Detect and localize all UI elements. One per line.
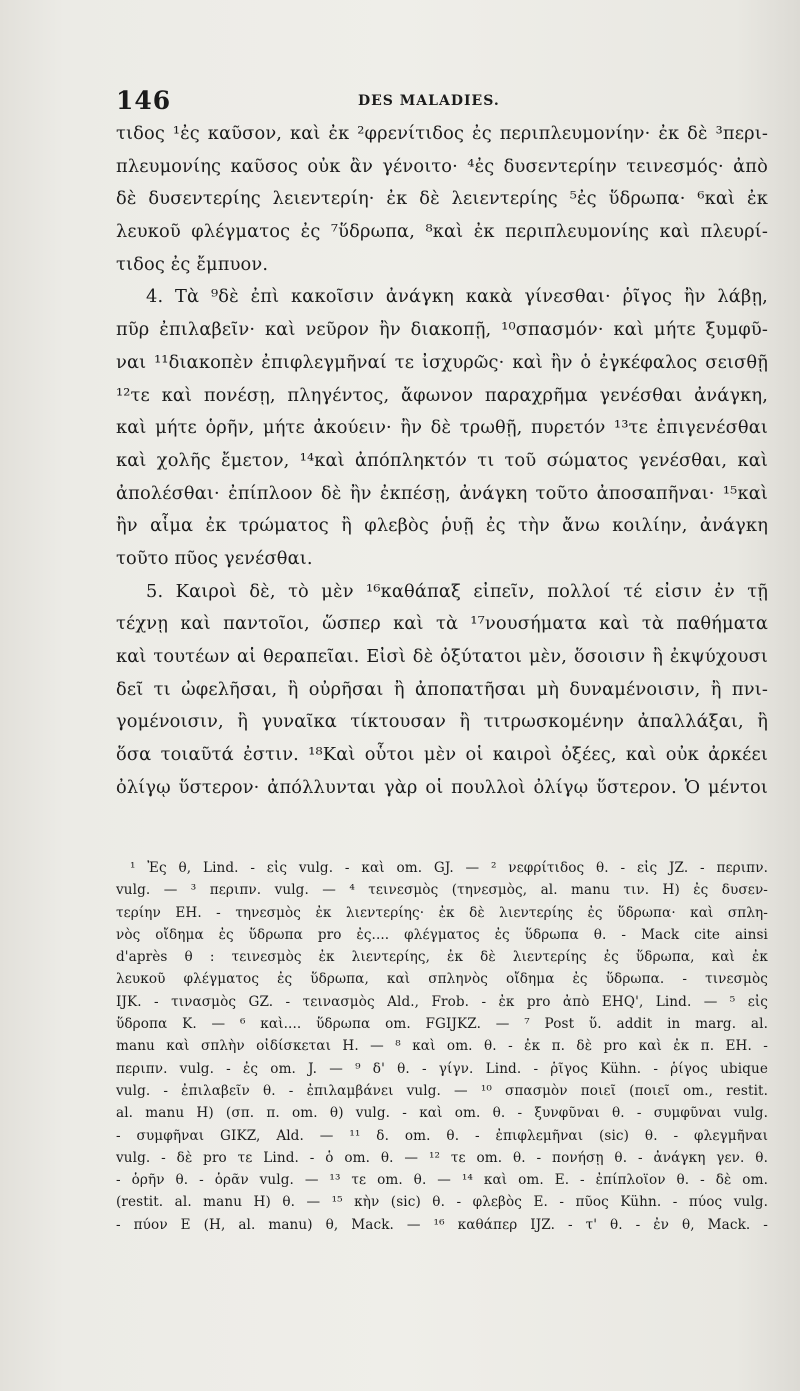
text-line: γομένοισιν, ἢ γυναῖκα τίκτουσαν ἢ τιτρωσκομένην ἀπαλλάξαι, ἢ (116, 711, 768, 733)
footnote-line: λευκοῦ φλέγματος ἐς ὕδρωπα, καὶ σπληνὸς οἴδημα ἐς ὕδρωπα. - τινεσμὸς (116, 971, 768, 988)
footnote-line: (restit. al. manu H) θ. — ¹⁵ κὴν (sic) θ. - φλεβὸς E. - πῦος Kühn. - πύος vulg. (116, 1194, 768, 1211)
text-line: λευκοῦ φλέγματος ἐς ⁷ὕδρωπα, ⁸καὶ ἐκ περιπλευμονίης καὶ πλευρί- (116, 221, 768, 243)
footnote-line: manu καὶ σπλὴν οἰδίσκεται H. — ⁸ καὶ om. θ. - ἐκ π. δὲ pro καὶ ἐκ π. EH. - (116, 1038, 768, 1055)
section-5-start: 5. Καιροὶ δὲ, τὸ μὲν ¹⁶καθάπαξ εἰπεῖν, πολλοί τέ εἰσιν ἐν τῇ (146, 580, 768, 602)
running-title: DES MALADIES. (358, 93, 500, 109)
text-line: τέχνῃ καὶ παντοῖοι, ὥσπερ καὶ τὰ ¹⁷νουσήματα καὶ τὰ παθήματα (116, 613, 768, 635)
text-line: καὶ μήτε ὁρῆν, μήτε ἀκούειν· ἢν δὲ τρωθῇ, πυρετόν ¹³τε ἐπιγενέσθαι (116, 417, 768, 439)
footnote-line: IJK. - τινασμὸς GZ. - τεινασμὸς Ald., Frob. - ἐκ pro ἀπὸ EHQ', Lind. — ⁵ εἰς (116, 993, 768, 1010)
footnote-line: al. manu H) (σπ. π. om. θ) vulg. - καὶ om. θ. - ξυνφῦναι θ. - συμφῦναι vulg. (116, 1105, 768, 1122)
footnote-line: νὸς οἴδημα ἐς ὕδρωπα pro ἐς.... φλέγματος ἐς ὕδρωπα θ. - Mack cite ainsi (116, 926, 768, 943)
footnotes (116, 857, 768, 1236)
footnote-line: d'après θ : τεινεσμὸς ἐκ λιεντερίης, ἐκ δὲ λιεντερίης ἐς ὕδρωπα, καὶ ἐκ (116, 949, 768, 966)
text-line: καὶ τουτέων αἱ θεραπεῖαι. Εἰσὶ δὲ ὀξύτατοι μὲν, ὅσοισιν ἢ ἐκψύχουσι (116, 646, 768, 667)
footnote-line: - πύον E (H, al. manu) θ, Mack. — ¹⁶ καθάπερ IJZ. - τ' θ. - ἐν θ, Mack. - (116, 1216, 768, 1233)
footnote-line: vulg. — ³ περιπν. vulg. — ⁴ τεινεσμὸς (τηνεσμὸς, al. manu τιν. H) ἐς δυσεν- (116, 882, 768, 899)
text-line: ἢν αἷμα ἐκ τρώματος ἢ φλεβὸς ῥυῇ ἐς τὴν ἄνω κοιλίην, ἀνάγκη (116, 515, 768, 537)
footnote-line: - ὁρῆν θ. - ὁρᾶν vulg. — ¹³ τε om. θ. — ¹⁴ καὶ om. E. - ἐπίπλοϊον θ. - δὲ om. (116, 1172, 768, 1189)
footnote-line: ¹ Ἐς θ, Lind. - εἰς vulg. - καὶ om. GJ. — ² νεφρίτιδος θ. - εἰς JZ. - περιπν. (130, 860, 768, 876)
footnote-line: τερίην EH. - τηνεσμὸς ἐκ λιεντερίης· ἐκ δὲ λιεντερίης ἐς ὕδρωπα· καὶ σπλη- (116, 904, 768, 921)
text-line: ἀπολέσθαι· ἐπίπλοον δὲ ἢν ἐκπέσῃ, ἀνάγκη τοῦτο ἀποσαπῆναι· ¹⁵καὶ (116, 482, 768, 504)
text-line: πῦρ ἐπιλαβεῖν· καὶ νεῦρον ἢν διακοπῇ, ¹⁰σπασμόν· καὶ μήτε ξυμφῦ- (116, 319, 768, 341)
text-line: δεῖ τι ὠφελῆσαι, ἢ οὐρῆσαι ἢ ἀποπατῆσαι μὴ δυναμένοισιν, ἢ πνι- (116, 678, 768, 700)
page-header (116, 86, 764, 120)
text-line: τοῦτο πῦος γενέσθαι. (116, 547, 313, 569)
text-line: ὀλίγῳ ὕστερον· ἀπόλλυνται γὰρ οἱ πουλλοὶ ὀλίγῳ ὕστερον. Ὁ μέντοι (116, 776, 768, 798)
text-line: ¹²τε καὶ πονέσῃ, πληγέντος, ἄφωνον παραχρῆμα γενέσθαι ἀνάγκη, (116, 384, 768, 406)
text-line: ναι ¹¹διακοπὲν ἐπιφλεγμῆναί τε ἰσχυρῶς· καὶ ἢν ὁ ἐγκέφαλος σεισθῇ (116, 351, 768, 373)
section-4-start: 4. Τὰ ⁹δὲ ἐπὶ κακοῖσιν ἀνάγκη κακὰ γίνεσθαι· ῥῖγος ἢν λάβῃ, (146, 286, 768, 308)
footnote-line: ὕδροπα K. — ⁶ καὶ.... ὕδρωπα om. FGIJKZ. — ⁷ Post ὕ. addit in marg. al. (116, 1016, 768, 1033)
text-line: τιδος ἐς ἔμπυον. (116, 253, 269, 275)
text-line: δὲ δυσεντερίης λειεντερίη· ἐκ δὲ λειεντερίης ⁵ἐς ὕδρωπα· ⁶καὶ ἐκ (116, 188, 768, 210)
text-line: ὅσα τοιαῦτά ἐστιν. ¹⁸Καὶ οὗτοι μὲν οἱ καιροὶ ὀξέες, καὶ οὐκ ἀρκέει (116, 744, 768, 766)
footnote-line: - συμφῆναι GIKZ, Ald. — ¹¹ δ. om. θ. - ἐπιφλεμῆναι (sic) θ. - φλεγμῆναι (116, 1127, 768, 1144)
footnote-line: περιπν. vulg. - ἐς om. J. — ⁹ δ' θ. - γίγν. Lind. - ῥῖγος Kühn. - ῥίγος ubique (116, 1060, 768, 1077)
text-line: πλευμονίης καῦσος οὐκ ἂν γένοιτο· ⁴ἐς δυσεντερίην τεινεσμός· ἀπὸ (116, 155, 768, 177)
page-number: 146 (116, 86, 172, 115)
footnote-line: vulg. - ἐπιλαβεῖν θ. - ἐπιλαμβάνει vulg. — ¹⁰ σπασμὸν ποιεῖ (ποιεῖ om., restit. (116, 1082, 768, 1099)
footnote-line: vulg. - δὲ pro τε Lind. - ὁ om. θ. — ¹² τε om. θ. - πονήσῃ θ. - ἀνάγκη γεν. θ. (116, 1149, 768, 1166)
text-line: καὶ χολῆς ἔμετον, ¹⁴καὶ ἀπόπληκτόν τι τοῦ σώματος γενέσθαι, καὶ (116, 449, 768, 471)
text-line: τιδος ¹ἐς καῦσον, καὶ ἐκ ²φρενίτιδος ἐς περιπλευμονίην· ἐκ δὲ ³περι- (116, 123, 768, 144)
main-text (116, 118, 768, 804)
